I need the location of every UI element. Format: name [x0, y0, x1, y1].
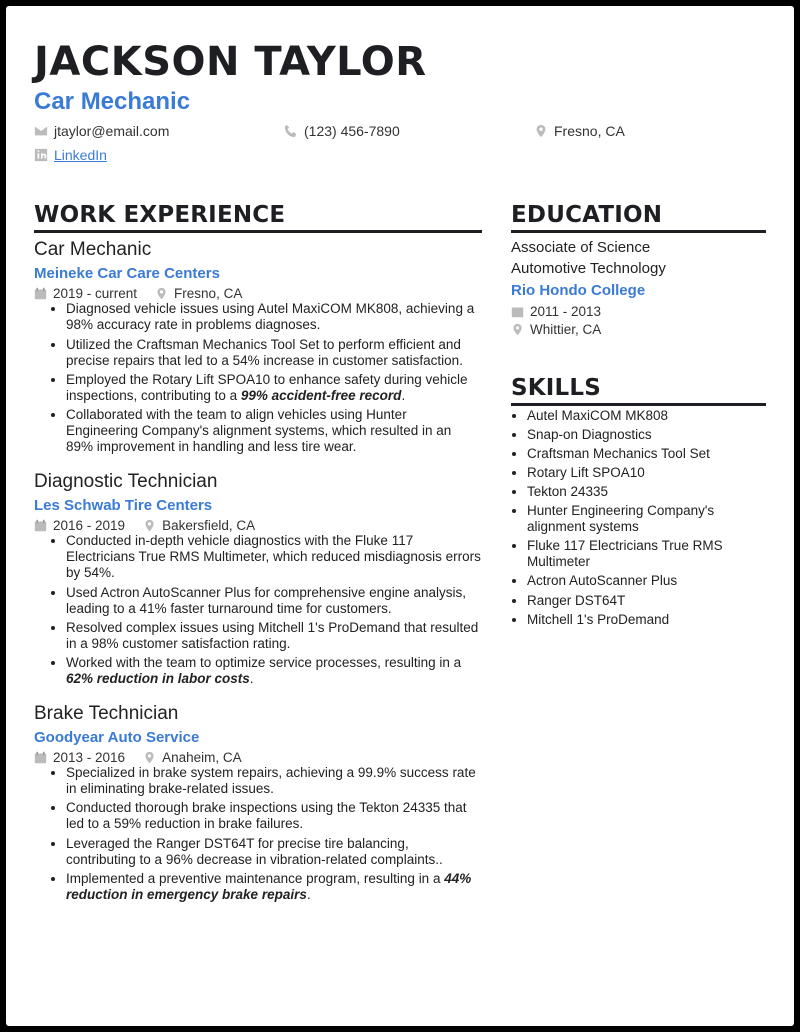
- skills-list: [511, 408, 766, 628]
- skill-item: • Ranger DST64T: [527, 593, 766, 609]
- contact-email: [34, 123, 169, 139]
- education-section: [511, 202, 766, 337]
- job-location-text: Bakersfield, CA: [162, 518, 256, 534]
- bullet-text: Employed the Rotary Lift SPOA10 to enhance safety during vehicle inspections, contributing to a: [66, 371, 468, 403]
- skill-item: • Fluke 117 Electricians True RMS Multimeter: [527, 538, 766, 570]
- education-degree: Associate of Science: [511, 239, 651, 256]
- bullet-item: • Collaborated with the team to align vehicles using Hunter Engineering Company's alignment systems, which resulted in an 89% improvement in handling and less tire wear.: [66, 407, 482, 455]
- job-entry: [34, 469, 482, 687]
- job-location-text: Anaheim, CA: [162, 750, 242, 766]
- bullet-item: [66, 655, 482, 687]
- bullet-item: • Specialized in brake system repairs, achieving a 99.9% success rate in eliminating brake-related issues.: [66, 765, 482, 797]
- skills-heading: SKILLS: [511, 375, 766, 406]
- linkedin-icon: [34, 148, 48, 162]
- education-field: Automotive Technology: [511, 260, 666, 278]
- job-dates: [34, 286, 137, 301]
- bullet-text: .: [401, 387, 406, 403]
- job-meta: [34, 518, 482, 533]
- location-pin-icon: [143, 751, 156, 764]
- email-icon: [34, 124, 48, 138]
- job-dates-text: 2013 - 2016: [53, 750, 126, 766]
- skills-section: [511, 375, 766, 628]
- skill-item: • Snap-on Diagnostics: [527, 427, 766, 443]
- candidate-role: Car Mechanic: [34, 88, 191, 115]
- location-pin-icon: [534, 124, 548, 138]
- skill-item: • Rotary Lift SPOA10: [527, 465, 766, 481]
- sidebar: [511, 202, 766, 631]
- job-title: Brake Technician: [34, 702, 179, 724]
- candidate-name: JACKSON TAYLOR: [34, 39, 427, 85]
- bullet-text: Implemented a preventive maintenance program, resulting in a: [66, 870, 445, 886]
- resume-page: [6, 6, 794, 1026]
- company-name: Meineke Car Care Centers: [34, 264, 220, 282]
- skill-item: • Craftsman Mechanics Tool Set: [527, 446, 766, 462]
- education-heading: EDUCATION: [511, 202, 766, 233]
- bullet-item: • Utilized the Craftsman Mechanics Tool Set to perform efficient and precise repairs that led to a 54% increase in customer satisfaction.: [66, 337, 482, 369]
- job-meta: [34, 286, 482, 301]
- bullet-item: • Conducted thorough brake inspections using the Tekton 24335 that led to a 59% reduction in brake failures.: [66, 800, 482, 832]
- education-dates: [511, 304, 766, 319]
- job-dates-text: 2016 - 2019: [53, 518, 126, 534]
- bullet-item: • Resolved complex issues using Mitchell 1's ProDemand that resulted in a 98% customer satisfaction rating.: [66, 620, 482, 652]
- job-bullets: [34, 533, 482, 687]
- contact-location: [534, 123, 625, 139]
- education-location: [511, 322, 766, 337]
- job-list: [34, 237, 482, 903]
- calendar-icon: [34, 519, 47, 532]
- contact-linkedin: [34, 147, 107, 163]
- location-pin-icon: [511, 323, 524, 336]
- calendar-icon: [511, 305, 524, 318]
- skill-item: • Tekton 24335: [527, 484, 766, 500]
- job-title: Car Mechanic: [34, 239, 152, 260]
- bullet-item: [66, 871, 482, 903]
- bullet-text: .: [306, 886, 311, 902]
- job-meta: [34, 750, 482, 765]
- skill-item: • Hunter Engineering Company's alignment systems: [527, 503, 766, 535]
- job-entry: [34, 237, 482, 455]
- job-title: Diagnostic Technician: [34, 470, 218, 492]
- bullet-item: • Conducted in-depth vehicle diagnostics with the Fluke 117 Electricians True RMS Multimeter, which reduced misdiagnosis errors by 54%.: [66, 533, 482, 581]
- job-location: [155, 286, 242, 301]
- bullet-item: • Leveraged the Ranger DST64T for precise tire balancing, contributing to a 96% decrease in vibration-related complaints..: [66, 836, 482, 868]
- company-name: Goodyear Auto Service: [34, 728, 200, 746]
- job-dates: [34, 518, 125, 533]
- calendar-icon: [34, 751, 47, 764]
- job-dates-text: 2019 - current: [53, 286, 138, 302]
- company-name: Les Schwab Tire Centers: [34, 496, 213, 514]
- location-pin-icon: [143, 519, 156, 532]
- job-location-text: Fresno, CA: [174, 286, 243, 302]
- linkedin-link[interactable]: LinkedIn: [54, 147, 107, 163]
- job-bullets: [34, 301, 482, 455]
- bullet-item: [66, 372, 482, 404]
- bullet-item: • Used Actron AutoScanner Plus for comprehensive engine analysis, leading to a 41% faster turnaround time for customers.: [66, 585, 482, 617]
- skill-item: • Actron AutoScanner Plus: [527, 573, 766, 589]
- work-experience-section: [34, 202, 482, 906]
- education-dates-text: 2011 - 2013: [530, 303, 602, 319]
- location-pin-icon: [155, 287, 168, 300]
- skill-item: • Mitchell 1's ProDemand: [527, 612, 766, 628]
- education-location-text: Whittier, CA: [530, 321, 602, 337]
- phone-text: (123) 456-7890: [304, 123, 400, 139]
- bullet-highlight: 44% reduction in emergency brake repairs: [66, 870, 472, 902]
- bullet-highlight: 99% accident-free record: [240, 387, 402, 403]
- job-bullets: [34, 765, 482, 903]
- job-entry: [34, 701, 482, 903]
- skill-item: • Autel MaxiCOM MK808: [527, 408, 766, 424]
- phone-icon: [284, 124, 298, 138]
- work-experience-heading: WORK EXPERIENCE: [34, 202, 482, 233]
- job-dates: [34, 750, 125, 765]
- job-location: [143, 518, 255, 533]
- location-text: Fresno, CA: [554, 123, 625, 139]
- calendar-icon: [34, 287, 47, 300]
- bullet-highlight: 62% reduction in labor costs: [66, 670, 250, 686]
- bullet-text: Worked with the team to optimize service processes, resulting in a: [66, 654, 462, 670]
- email-text: jtaylor@email.com: [54, 123, 170, 139]
- bullet-item: • Diagnosed vehicle issues using Autel MaxiCOM MK808, achieving a 98% accuracy rate in problems diagnoses.: [66, 301, 482, 333]
- bullet-text: .: [249, 670, 254, 686]
- contact-phone: [284, 123, 400, 139]
- education-school: Rio Hondo College: [511, 281, 646, 299]
- job-location: [143, 750, 242, 765]
